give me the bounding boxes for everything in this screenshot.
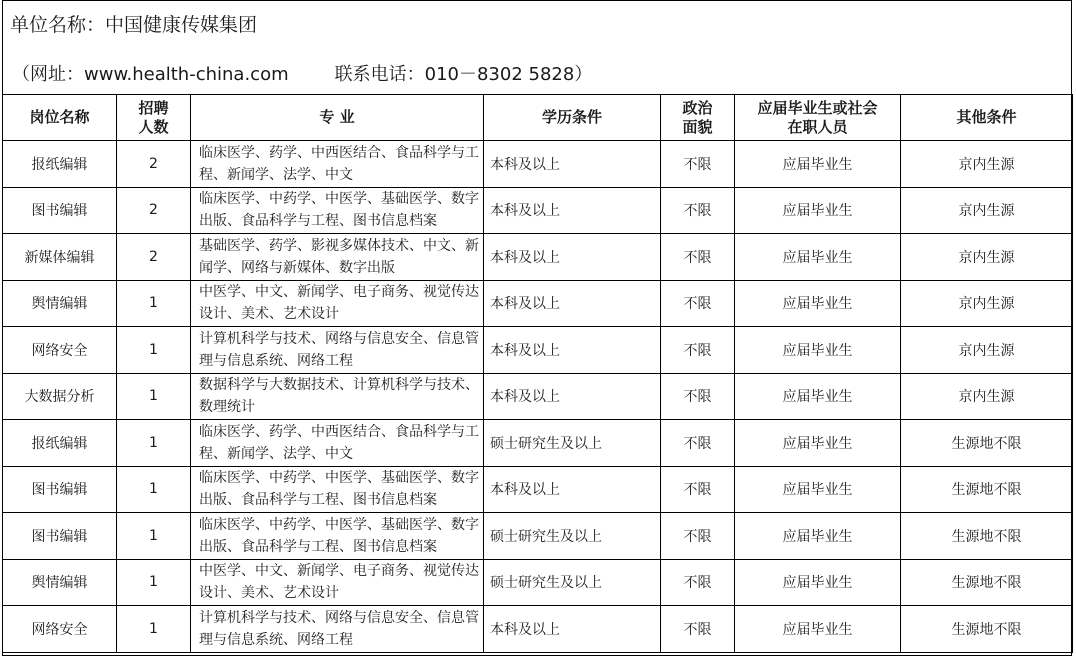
- col-header-major: 专 业: [191, 95, 484, 141]
- major-cell: 临床医学、药学、中西医结合、食品科学与工程、新闻学、法学、中文: [191, 141, 484, 188]
- education-cell: 本科及以上: [484, 234, 661, 281]
- political-cell: 不限: [661, 280, 735, 327]
- political-cell: 不限: [661, 420, 735, 467]
- major-cell: 基础医学、药学、影视多媒体技术、中文、新闻学、网络与新媒体、数字出版: [191, 234, 484, 281]
- table-row: [3, 606, 1073, 653]
- major-cell: 临床医学、药学、中西医结合、食品科学与工程、新闻学、法学、中文: [191, 420, 484, 467]
- count-cell: 1: [117, 513, 191, 560]
- political-cell: 不限: [661, 606, 735, 653]
- position-cell: 舆情编辑: [3, 280, 117, 327]
- table-row: [3, 466, 1073, 513]
- position-cell: 舆情编辑: [3, 559, 117, 606]
- col-header-status: 应届毕业生或社会在职人员: [735, 95, 901, 141]
- major-cell: 临床医学、中药学、中医学、基础医学、数字出版、食品科学与工程、图书信息档案: [191, 187, 484, 234]
- education-cell: 本科及以上: [484, 327, 661, 374]
- education-cell: 本科及以上: [484, 466, 661, 513]
- education-cell: 本科及以上: [484, 187, 661, 234]
- position-cell: 图书编辑: [3, 466, 117, 513]
- website-text: （网址：www.health-china.com: [12, 64, 289, 85]
- position-cell: 大数据分析: [3, 373, 117, 420]
- education-cell: 本科及以上: [484, 373, 661, 420]
- major-cell: 临床医学、中药学、中医学、基础医学、数字出版、食品科学与工程、图书信息档案: [191, 513, 484, 560]
- table-row: [3, 234, 1073, 281]
- political-cell: 不限: [661, 234, 735, 281]
- status-cell: 应届毕业生: [735, 187, 901, 234]
- other-cell: 京内生源: [901, 280, 1073, 327]
- education-cell: 本科及以上: [484, 606, 661, 653]
- org-name: 单位名称：中国健康传媒集团: [10, 14, 258, 36]
- political-cell: 不限: [661, 513, 735, 560]
- table-body: [3, 141, 1073, 653]
- other-cell: 京内生源: [901, 141, 1073, 188]
- major-cell: 数据科学与大数据技术、计算机科学与技术、数理统计: [191, 373, 484, 420]
- recruitment-table: [2, 94, 1073, 653]
- count-cell: 1: [117, 373, 191, 420]
- count-cell: 2: [117, 234, 191, 281]
- status-cell: 应届毕业生: [735, 327, 901, 374]
- position-cell: 报纸编辑: [3, 420, 117, 467]
- count-cell: 1: [117, 466, 191, 513]
- other-cell: 京内生源: [901, 234, 1073, 281]
- other-cell: 京内生源: [901, 327, 1073, 374]
- education-cell: 硕士研究生及以上: [484, 559, 661, 606]
- table-row: [3, 327, 1073, 374]
- count-cell: 1: [117, 420, 191, 467]
- other-cell: 生源地不限: [901, 559, 1073, 606]
- table-row: [3, 559, 1073, 606]
- education-cell: 本科及以上: [484, 280, 661, 327]
- table-row: [3, 513, 1073, 560]
- major-cell: 临床医学、中药学、中医学、基础医学、数字出版、食品科学与工程、图书信息档案: [191, 466, 484, 513]
- table-row: [3, 373, 1073, 420]
- table-row: [3, 141, 1073, 188]
- count-cell: 2: [117, 187, 191, 234]
- education-cell: 本科及以上: [484, 141, 661, 188]
- position-cell: 图书编辑: [3, 513, 117, 560]
- other-cell: 京内生源: [901, 373, 1073, 420]
- education-cell: 硕士研究生及以上: [484, 513, 661, 560]
- count-cell: 1: [117, 606, 191, 653]
- phone-text: 联系电话：010－8302 5828）: [334, 64, 593, 85]
- count-cell: 2: [117, 141, 191, 188]
- political-cell: 不限: [661, 466, 735, 513]
- position-cell: 报纸编辑: [3, 141, 117, 188]
- other-cell: 生源地不限: [901, 466, 1073, 513]
- other-cell: 生源地不限: [901, 513, 1073, 560]
- status-cell: 应届毕业生: [735, 280, 901, 327]
- contact-line: [12, 60, 592, 86]
- education-cell: 硕士研究生及以上: [484, 420, 661, 467]
- col-header-other: 其他条件: [901, 95, 1073, 141]
- position-cell: 新媒体编辑: [3, 234, 117, 281]
- major-cell: 中医学、中文、新闻学、电子商务、视觉传达设计、美术、艺术设计: [191, 559, 484, 606]
- position-cell: 网络安全: [3, 327, 117, 374]
- status-cell: 应届毕业生: [735, 513, 901, 560]
- table-row: [3, 187, 1073, 234]
- status-cell: 应届毕业生: [735, 373, 901, 420]
- political-cell: 不限: [661, 141, 735, 188]
- table-row: [3, 420, 1073, 467]
- political-cell: 不限: [661, 373, 735, 420]
- major-cell: 中医学、中文、新闻学、电子商务、视觉传达设计、美术、艺术设计: [191, 280, 484, 327]
- political-cell: 不限: [661, 559, 735, 606]
- other-cell: 生源地不限: [901, 606, 1073, 653]
- table-row: [3, 280, 1073, 327]
- status-cell: 应届毕业生: [735, 606, 901, 653]
- count-cell: 1: [117, 280, 191, 327]
- political-cell: 不限: [661, 187, 735, 234]
- status-cell: 应届毕业生: [735, 234, 901, 281]
- col-header-count: 招聘人数: [117, 95, 191, 141]
- count-cell: 1: [117, 327, 191, 374]
- col-header-position: 岗位名称: [3, 95, 117, 141]
- position-cell: 网络安全: [3, 606, 117, 653]
- status-cell: 应届毕业生: [735, 141, 901, 188]
- status-cell: 应届毕业生: [735, 466, 901, 513]
- other-cell: 生源地不限: [901, 420, 1073, 467]
- count-cell: 1: [117, 559, 191, 606]
- other-cell: 京内生源: [901, 187, 1073, 234]
- status-cell: 应届毕业生: [735, 420, 901, 467]
- major-cell: 计算机科学与技术、网络与信息安全、信息管理与信息系统、网络工程: [191, 606, 484, 653]
- position-cell: 图书编辑: [3, 187, 117, 234]
- political-cell: 不限: [661, 327, 735, 374]
- status-cell: 应届毕业生: [735, 559, 901, 606]
- major-cell: 计算机科学与技术、网络与信息安全、信息管理与信息系统、网络工程: [191, 327, 484, 374]
- col-header-political: 政治面貌: [661, 95, 735, 141]
- col-header-education: 学历条件: [484, 95, 661, 141]
- table-header-row: [3, 95, 1073, 141]
